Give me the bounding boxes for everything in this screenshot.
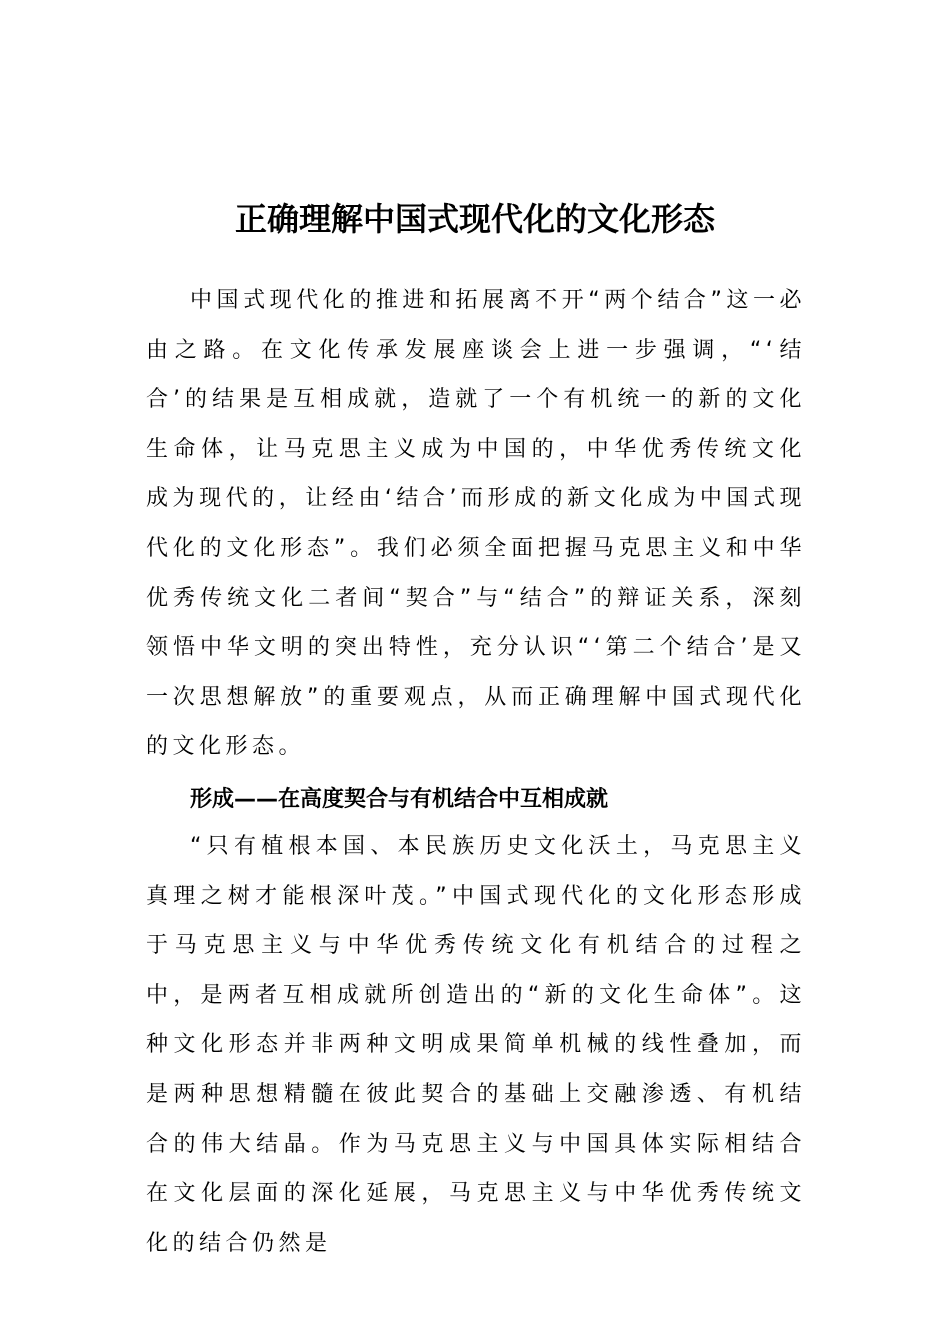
- document-title: 正确理解中国式现代化的文化形态: [234, 200, 715, 239]
- section-heading: 形成——在高度契合与有机结合中互相成就: [190, 787, 609, 812]
- paragraph-section-1: “只有植根本国、本民族历史文化沃土，马克思主义真理之树才能根深叶茂。”中国式现代化的文化形态形成于马克思主义与中华优秀传统文化有机结合的过程之中，是两者互相成就所创造出的“新的文化生命体”。这种文化形态并非两种文明成果简单机械的线性叠加，而是两种思想精髓在彼此契合的基础上交融渗透、有机结合的伟大结晶。作为马克思主义与中国具体实际相结合在文化层面的深化延展，马克思主义与中华优秀传统文化的结合仍然是: [146, 834, 806, 1256]
- paragraph-intro: 中国式现代化的推进和拓展离不开“两个结合”这一必由之路。在文化传承发展座谈会上进一步强调，“‘结合’的结果是互相成就，造就了一个有机统一的新的文化生命体，让马克思主义成为中国的，中华优秀传统文化成为现代的，让经由‘结合’而形成的新文化成为中国式现代化的文化形态”。我们必须全面把握马克思主义和中华优秀传统文化二者间“契合”与“结合”的辩证关系，深刻领悟中华文明的突出特性，充分认识“‘第二个结合’是又一次思想解放”的重要观点，从而正确理解中国式现代化的文化形态。: [146, 288, 806, 760]
